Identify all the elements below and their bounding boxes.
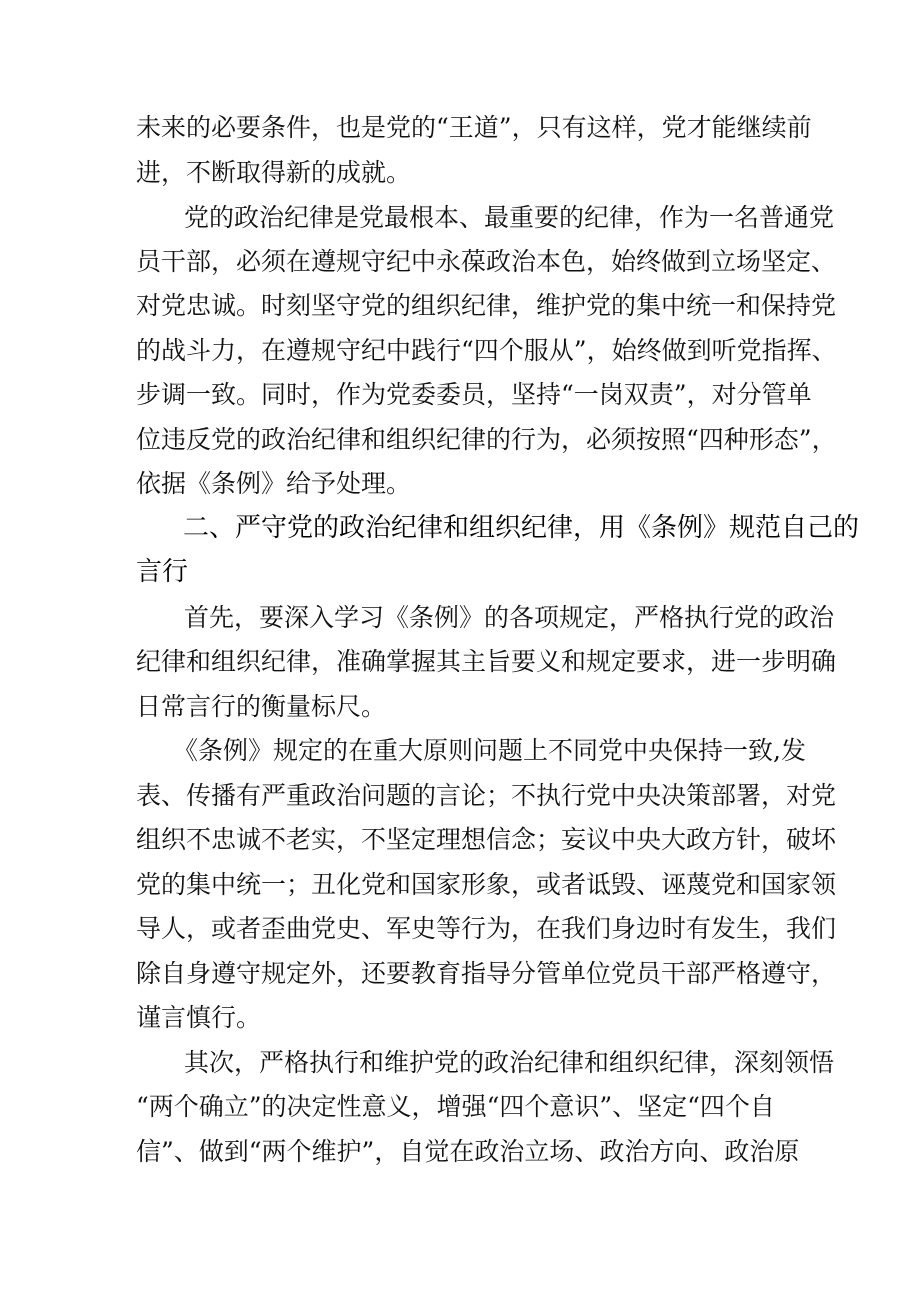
paragraph-first-line: 其次，严格执行和维护党的政治纪律和组织纪律，深刻领悟 [184, 1048, 835, 1077]
text-line: 党的集中统一；丑化党和国家形象，或者诋毁、诬蔑党和国家领 [136, 870, 837, 899]
text-line: 依据《条例》给予处理。 [136, 469, 412, 498]
paragraph-first-line: 首先，要深入学习《条例》的各项规定，严格执行党的政治 [184, 603, 835, 632]
text-line: 组织不忠诚不老实，不坚定理想信念；妄议中央大政方针，破坏 [136, 825, 837, 854]
text-line: 进，不断取得新的成就。 [136, 158, 412, 187]
text-line: 的战斗力，在遵规守纪中践行“四个服从”，始终做到听党指挥、 [136, 336, 837, 365]
text-line: 步调一致。同时，作为党委委员，坚持“一岗双责”，对分管单 [136, 380, 812, 409]
text-line: 位违反党的政治纪律和组织纪律的行为，必须按照“四种形态”， [136, 425, 837, 454]
text-line: 谨言慎行。 [136, 1003, 262, 1032]
section-heading-continued: 言行 [136, 557, 189, 587]
paragraph-first-line: 党的政治纪律是党最根本、最重要的纪律，作为一名普通党 [184, 203, 835, 232]
text-line: 未来的必要条件，也是党的“王道”，只有这样，党才能继续前 [136, 113, 812, 142]
text-line: 对党忠诚。时刻坚守党的组织纪律，维护党的集中统一和保持党 [136, 291, 837, 320]
text-line: 表、传播有严重政治问题的言论；不执行党中央决策部署，对党 [136, 781, 837, 810]
text-line: 除自身遵守规定外，还要教育指导分管单位党员干部严格遵守， [136, 959, 837, 988]
text-line: 信”、做到“两个维护”，自觉在政治立场、政治方向、政治原 [136, 1137, 800, 1166]
paragraph-first-line: 《条例》规定的在重大原则问题上不同党中央保持一致,发 [173, 736, 806, 765]
text-line: 导人，或者歪曲党史、军史等行为，在我们身边时有发生，我们 [136, 914, 837, 943]
text-line: 纪律和组织纪律，准确掌握其主旨要义和规定要求，进一步明确 [136, 647, 837, 676]
text-line: “两个确立”的决定性意义，增强“四个意识”、坚定“四个自 [136, 1092, 775, 1121]
section-heading: 二、严守党的政治纪律和组织纪律，用《条例》规范自己的 [183, 513, 860, 543]
text-line: 员干部，必须在遵规守纪中永葆政治本色，始终做到立场坚定、 [136, 247, 837, 276]
text-line: 日常言行的衡量标尺。 [136, 692, 387, 721]
